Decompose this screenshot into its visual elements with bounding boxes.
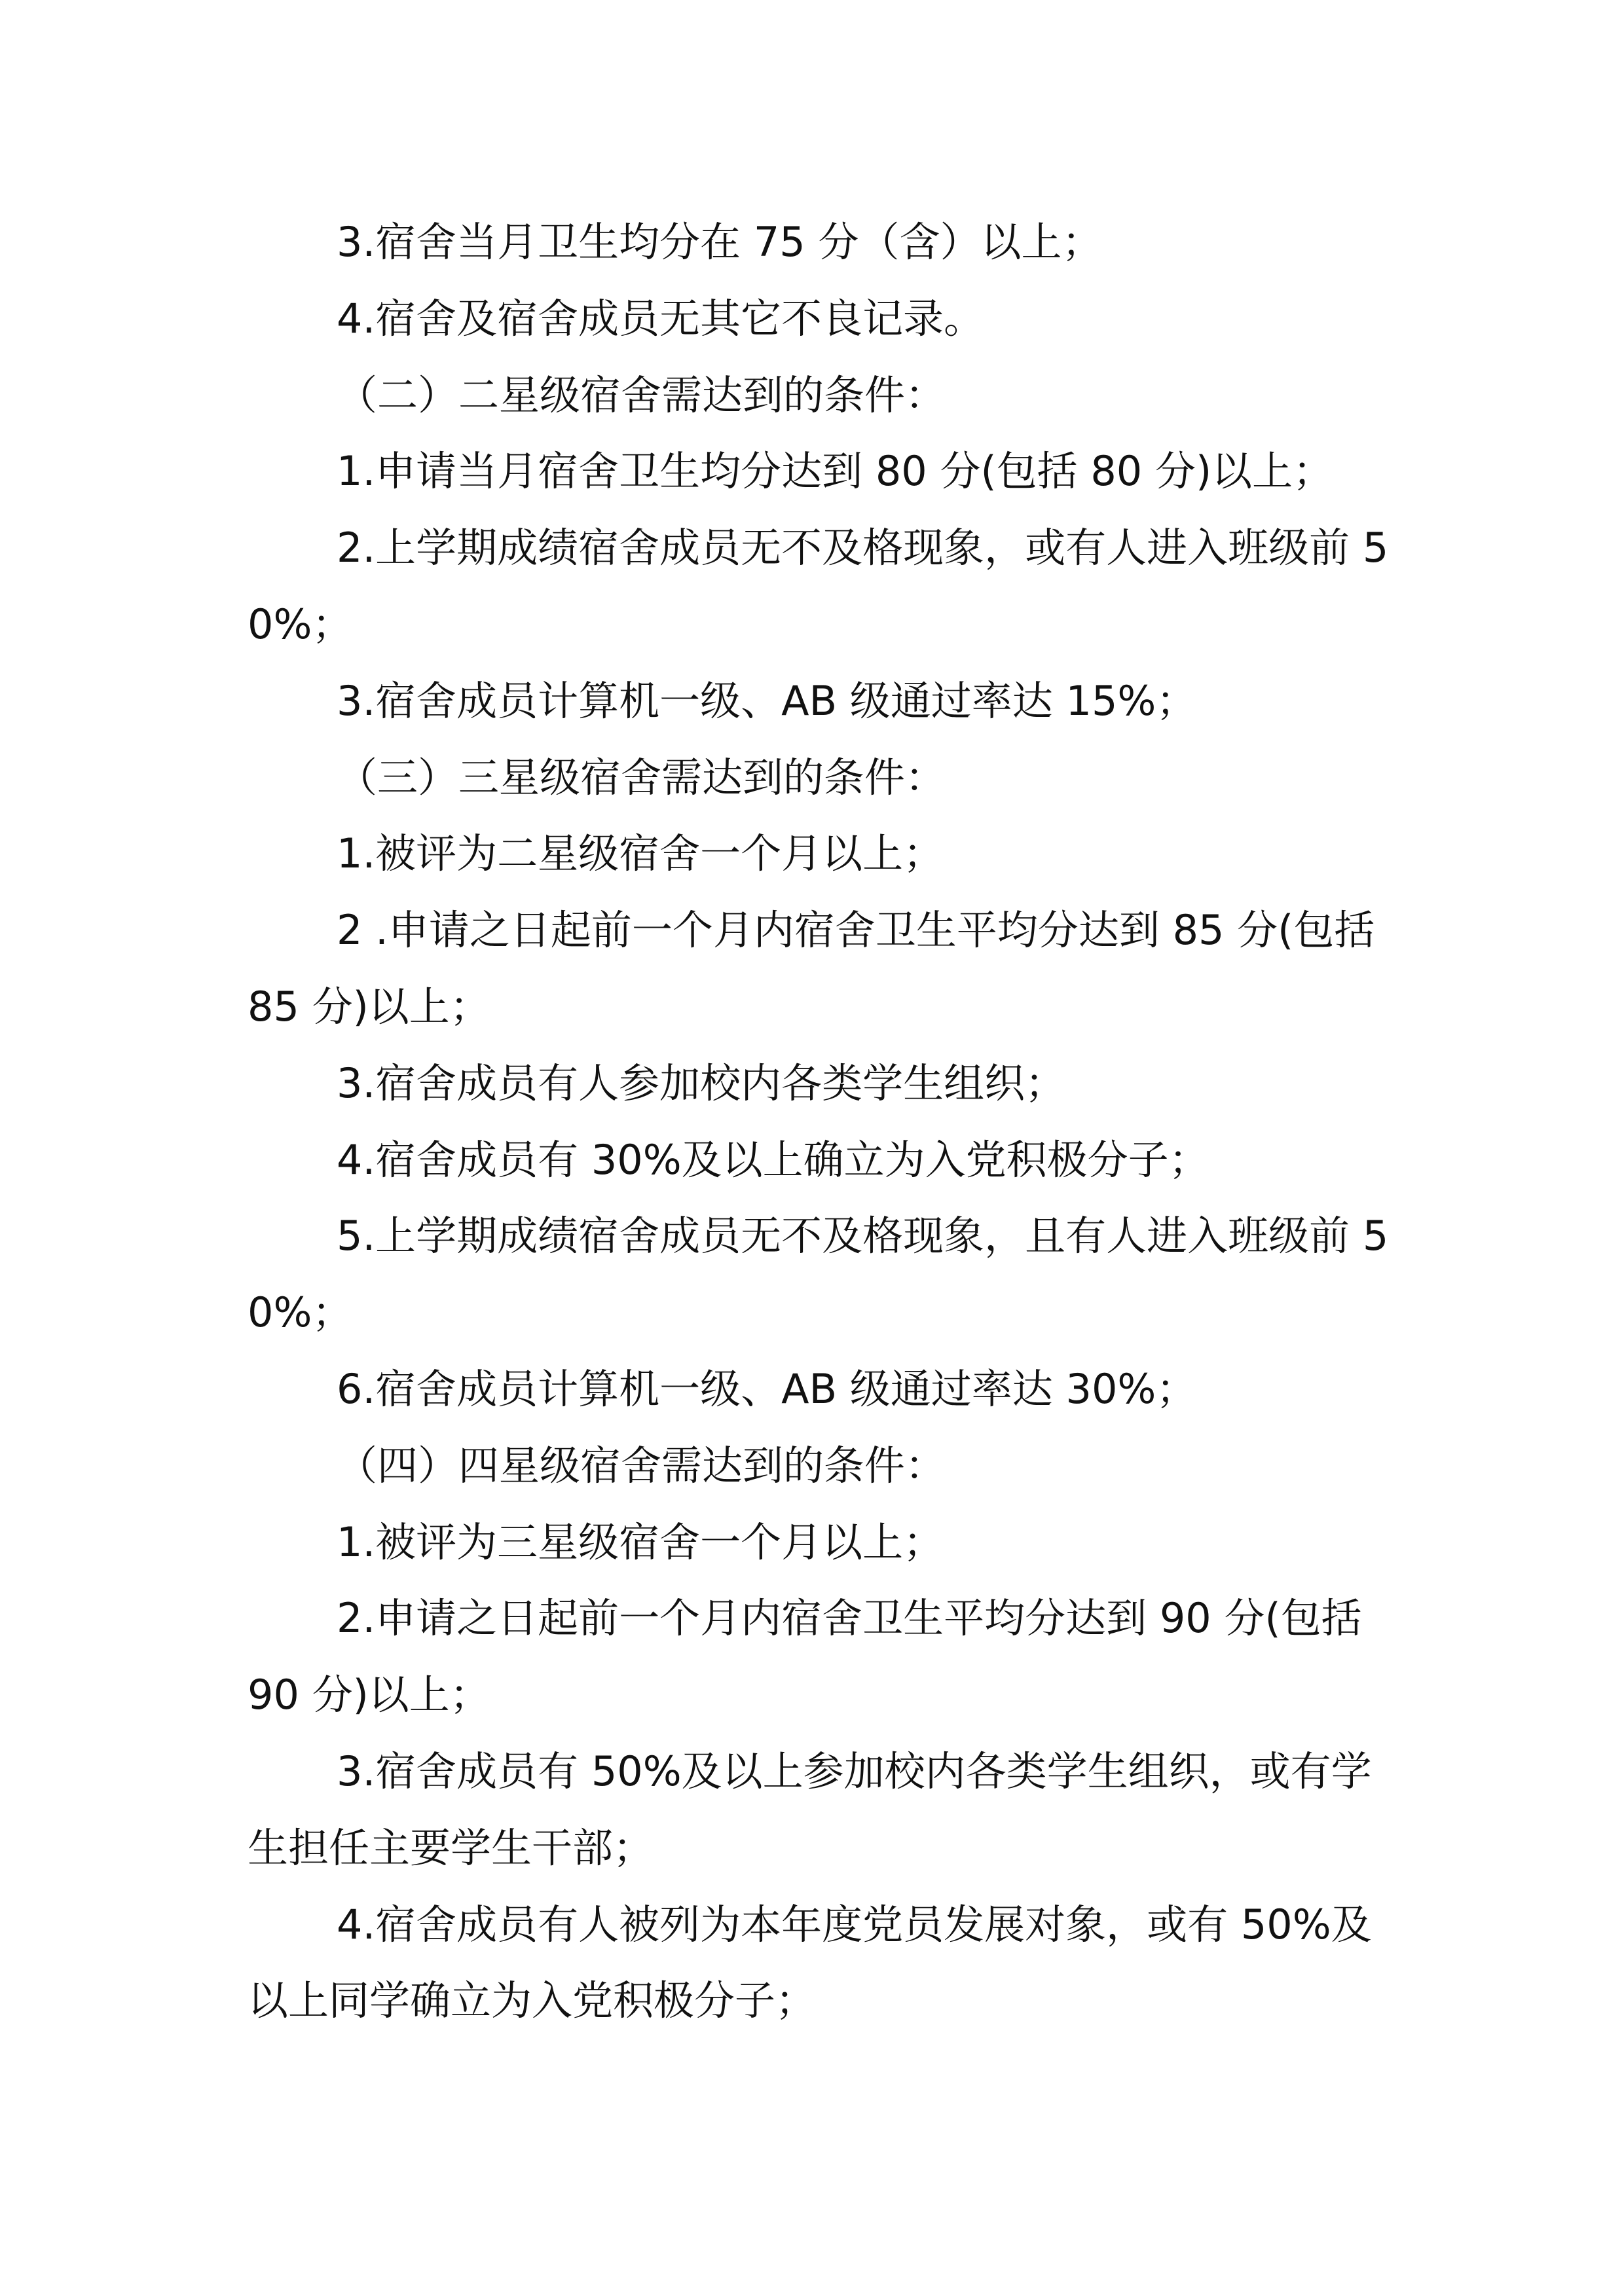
paragraph: 1.申请当月宿舍卫生均分达到 80 分(包括 80 分)以上； (337, 447, 1334, 496)
paragraph: 2.上学期成绩宿舍成员无不及格现象，或有人进入班级前 50%； (248, 524, 1389, 648)
section-heading: （四）四星级宿舍需达到的条件： (337, 1441, 946, 1489)
paragraph: 3.宿舍成员有 50%及以上参加校内各类学生组织，或有学生担任主要学生干部； (248, 1747, 1372, 1872)
paragraph: 5.上学期成绩宿舍成员无不及格现象，且有人进入班级前 50%； (248, 1212, 1389, 1337)
paragraph: 4.宿舍成员有 30%及以上确立为入党积极分子； (337, 1135, 1209, 1184)
paragraph: 1.被评为二星级宿舍一个月以上； (337, 829, 944, 878)
section-heading: （三）三星级宿舍需达到的条件： (337, 753, 946, 801)
document-body (248, 204, 1391, 2039)
paragraph: 4.宿舍及宿舍成员无其它不良记录。 (337, 294, 985, 342)
paragraph: 4.宿舍成员有人被列为本年度党员发展对象，或有 50%及以上同学确立为入党积极分子； (248, 1900, 1372, 2025)
section-heading: （二）二星级宿舍需达到的条件： (337, 371, 946, 419)
paragraph: 1.被评为三星级宿舍一个月以上； (337, 1518, 944, 1566)
paragraph: 2 .申请之日起前一个月内宿舍卫生平均分达到 85 分(包括 85 分)以上； (248, 906, 1375, 1030)
paragraph: 3.宿舍成员有人参加校内各类学生组织； (337, 1059, 1066, 1107)
paragraph: 3.宿舍当月卫生均分在 75 分（含）以上； (337, 218, 1103, 266)
paragraph: 2.申请之日起前一个月内宿舍卫生平均分达到 90 分(包括 90 分)以上； (248, 1594, 1362, 1719)
paragraph: 6.宿舍成员计算机一级、AB 级通过率达 30%； (337, 1364, 1197, 1413)
paragraph: 3.宿舍成员计算机一级、AB 级通过率达 15%； (337, 676, 1197, 725)
